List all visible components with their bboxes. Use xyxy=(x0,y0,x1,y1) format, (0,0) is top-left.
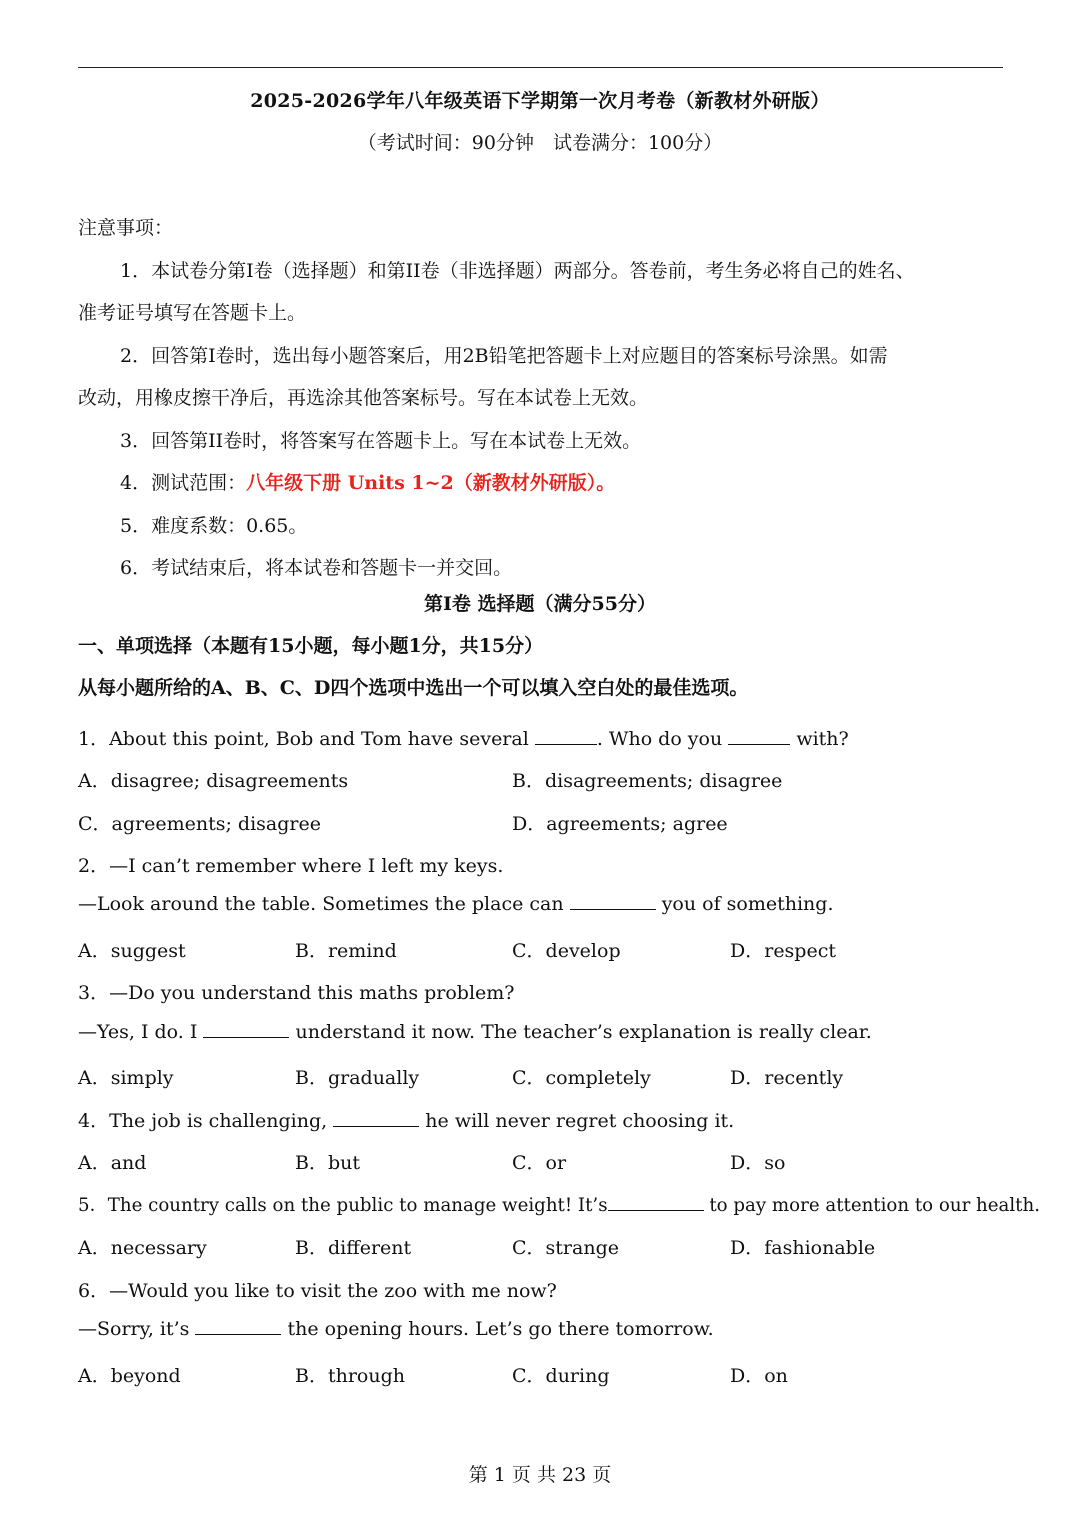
question-3-line-2 xyxy=(78,1021,872,1043)
q4-option-b: B．but xyxy=(295,1152,360,1174)
q1-text-a: 1．About this point, Bob and Tom have several xyxy=(78,728,529,750)
question-6-line-1: 6．—Would you like to visit the zoo with me now? xyxy=(78,1280,557,1302)
part-title: 第I卷 选择题（满分55分） xyxy=(424,593,656,615)
q5-option-b: B．different xyxy=(295,1237,412,1259)
q3-option-d: D．recently xyxy=(730,1067,844,1089)
note-2-line-2: 改动，用橡皮擦干净后，再选涂其他答案标号。写在本试卷上无效。 xyxy=(78,387,649,409)
q4-option-a: A．and xyxy=(78,1152,147,1174)
q5-text-a: 5．The country calls on the public to manage weight! It’s xyxy=(78,1195,608,1216)
exam-title: 2025-2026学年八年级英语下学期第一次月考卷（新教材外研版） xyxy=(250,90,830,112)
question-1-stem xyxy=(78,724,849,751)
q2-text-b: you of something. xyxy=(661,893,834,915)
q6-option-c: C．during xyxy=(512,1365,610,1387)
q1-text-b: . Who do you xyxy=(596,728,723,750)
q1-text-c: with? xyxy=(796,728,849,750)
q6-option-b: B．through xyxy=(295,1365,405,1387)
question-2-line-1: 2．—I can’t remember where I left my keys. xyxy=(78,855,504,877)
top-rule xyxy=(78,67,1003,68)
note-1-line-1: 1．本试卷分第I卷（选择题）和第II卷（非选择题）两部分。答卷前，考生务必将自己的姓名、 xyxy=(120,260,915,282)
q2-text-a: —Look around the table. Sometimes the place can xyxy=(78,893,564,915)
q5-text-b: to pay more attention to our health. xyxy=(709,1195,1040,1216)
question-4-stem xyxy=(78,1106,734,1133)
note-2-line-1: 2．回答第I卷时，选出每小题答案后，用2B铅笔把答题卡上对应题目的答案标号涂黑。如需 xyxy=(120,345,888,367)
q6-text-a: —Sorry, it’s xyxy=(78,1318,190,1340)
q3-option-a: A．simply xyxy=(78,1067,174,1089)
q6-option-a: A．beyond xyxy=(78,1365,181,1387)
q6-option-d: D．on xyxy=(730,1365,788,1387)
q1-blank-2 xyxy=(728,728,790,745)
q2-option-c: C．develop xyxy=(512,940,621,962)
q5-option-d: D．fashionable xyxy=(730,1237,876,1259)
section-instruction: 从每小题所给的A、B、C、D四个选项中选出一个可以填入空白处的最佳选项。 xyxy=(78,677,749,699)
q6-text-b: the opening hours. Let’s go there tomorrow. xyxy=(287,1318,714,1340)
q2-option-a: A．suggest xyxy=(78,940,186,962)
q3-option-b: B．gradually xyxy=(295,1067,420,1089)
note-5: 5．难度系数：0.65。 xyxy=(120,515,308,537)
question-2-line-2 xyxy=(78,893,834,915)
q5-option-c: C．strange xyxy=(512,1237,619,1259)
q6-blank xyxy=(195,1318,281,1335)
note-1-line-2: 准考证号填写在答题卡上。 xyxy=(78,302,307,324)
q3-text-a: —Yes, I do. I xyxy=(78,1021,198,1043)
q1-option-a: A．disagree; disagreements xyxy=(78,770,349,792)
q4-option-c: C．or xyxy=(512,1152,567,1174)
note-6: 6．考试结束后，将本试卷和答题卡一并交回。 xyxy=(120,557,513,579)
notes-heading: 注意事项： xyxy=(78,217,174,239)
q3-text-b: understand it now. The teacher’s explanation is really clear. xyxy=(295,1021,872,1043)
question-3-line-1: 3．—Do you understand this maths problem? xyxy=(78,982,515,1004)
q4-blank xyxy=(333,1110,419,1127)
q1-blank-1 xyxy=(535,728,597,745)
q5-option-a: A．necessary xyxy=(78,1237,207,1259)
note-4 xyxy=(120,468,615,495)
question-6-line-2 xyxy=(78,1318,714,1340)
q4-option-d: D．so xyxy=(730,1152,786,1174)
q1-option-c: C．agreements; disagree xyxy=(78,813,321,835)
q2-option-b: B．remind xyxy=(295,940,397,962)
q1-option-d: D．agreements; agree xyxy=(512,813,728,835)
q1-option-b: B．disagreements; disagree xyxy=(512,770,783,792)
q5-blank xyxy=(608,1194,704,1211)
q4-text-a: 4．The job is challenging, xyxy=(78,1110,328,1132)
page-number: 第 1 页 共 23 页 xyxy=(468,1464,612,1486)
q3-option-c: C．completely xyxy=(512,1067,651,1089)
question-5-stem xyxy=(78,1191,1040,1217)
q2-blank xyxy=(570,893,656,910)
exam-subtitle: （考试时间：90分钟 试卷满分：100分） xyxy=(357,132,723,154)
q2-option-d: D．respect xyxy=(730,940,836,962)
note-4-scope: 八年级下册 Units 1~2（新教材外研版）。 xyxy=(246,472,616,494)
note-3: 3．回答第II卷时，将答案写在答题卡上。写在本试卷上无效。 xyxy=(120,430,642,452)
q4-text-b: he will never regret choosing it. xyxy=(425,1110,735,1132)
q3-blank xyxy=(203,1021,289,1038)
section-heading: 一、单项选择（本题有15小题，每小题1分，共15分） xyxy=(78,635,544,657)
note-4-label: 4．测试范围： xyxy=(120,472,247,494)
